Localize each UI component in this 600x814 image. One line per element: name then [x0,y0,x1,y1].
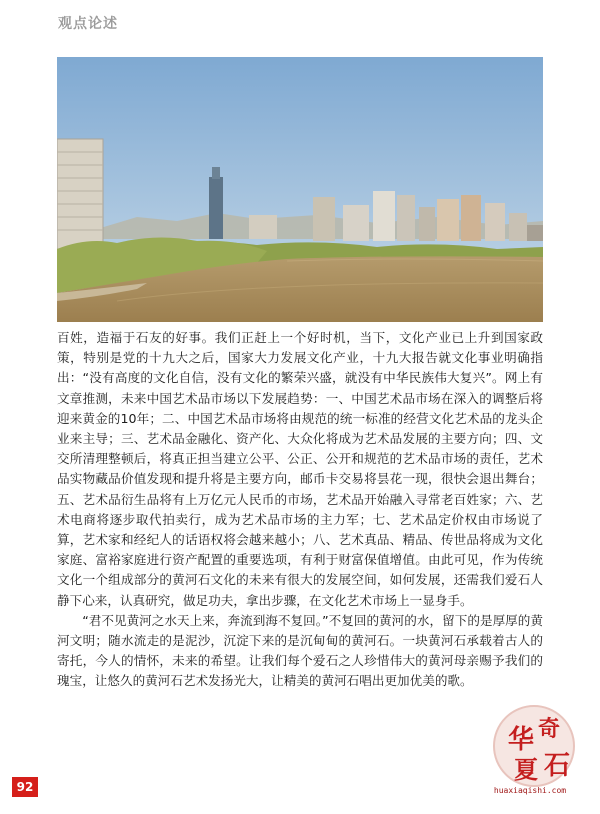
section-label: 观点论述 [58,16,118,32]
svg-text:石: 石 [544,751,571,781]
huaxia-qishi-logo-icon [478,702,588,788]
svg-text:华: 华 [508,725,535,755]
river-city-photo [57,57,543,322]
article-paragraph-1: 百姓，造福于石友的好事。我们正赶上一个好时机，当下，文化产业已上升到国家政策，特别是党的十九大之后，国家大力发展文化产业，十九大报告就文化事业明确指出：“没有高度的文化自信，没有文化的繁荣兴盛，就没有中华民族伟大复兴”。网上有文章推测，未来中国艺术品市场以下发展趋势：一、中国艺术品市场在深入的调整后将迎来黄金的10年；二、中国艺术品市场将由规范的统一标准的经营文化艺术品的龙头企业来主导；三、艺术品金融化、资产化、大众化将成为艺术品发展的主要方向；四、文交所清理整顿后，将真正担当建立公平、公正、公开和规范的艺术品市场的责任，艺术品实物藏品价值发现和提升将是主要方向，邮币卡交易将昙花一现，很快会退出舞台；五、艺术品衍生品将有上万亿元人民币的市场，艺术品开始融入寻常老百姓家；六、艺术电商将逐步取代拍卖行，成为艺术品市场的主力军；七、艺术品定价权由市场说了算，艺术家和经纪人的话语权将会越来越小；八、艺术真品、精品、传世品将成为文化家庭、富裕家庭进行资产配置的重要选项，有利于财富保值增值。由此可见，作为传统文化一个组成部分的黄河石文化的未来有很大的发展空间，如何发展，还需我们爱石人静下心来，认真研究，做足功夫，拿出步骤，在文化艺术市场上一显身手。 [57,330,543,608]
logo-url: huaxiaqishi.com [493,786,567,795]
yellow-river-city-photo-icon [57,57,543,322]
article-paragraph-2: “君不见黄河之水天上来，奔流到海不复回。”不复回的黄河的水，留下的是厚厚的黄河文明；随水流走的是泥沙，沉淀下来的是沉甸甸的黄河石。一块黄河石承载着古人的寄托，今人的情怀，未来的希望。让我们每个爱石之人珍惜伟大的黄河母亲赐予我们的瑰宝，让悠久的黄河石艺术发扬光大，让精美的黄河石唱出更加优美的歌。 [57,612,543,689]
article-body [57,328,543,692]
page-number: 92 [12,777,38,797]
svg-text:夏: 夏 [514,756,538,784]
site-logo [478,702,588,806]
svg-text:奇: 奇 [538,717,561,742]
